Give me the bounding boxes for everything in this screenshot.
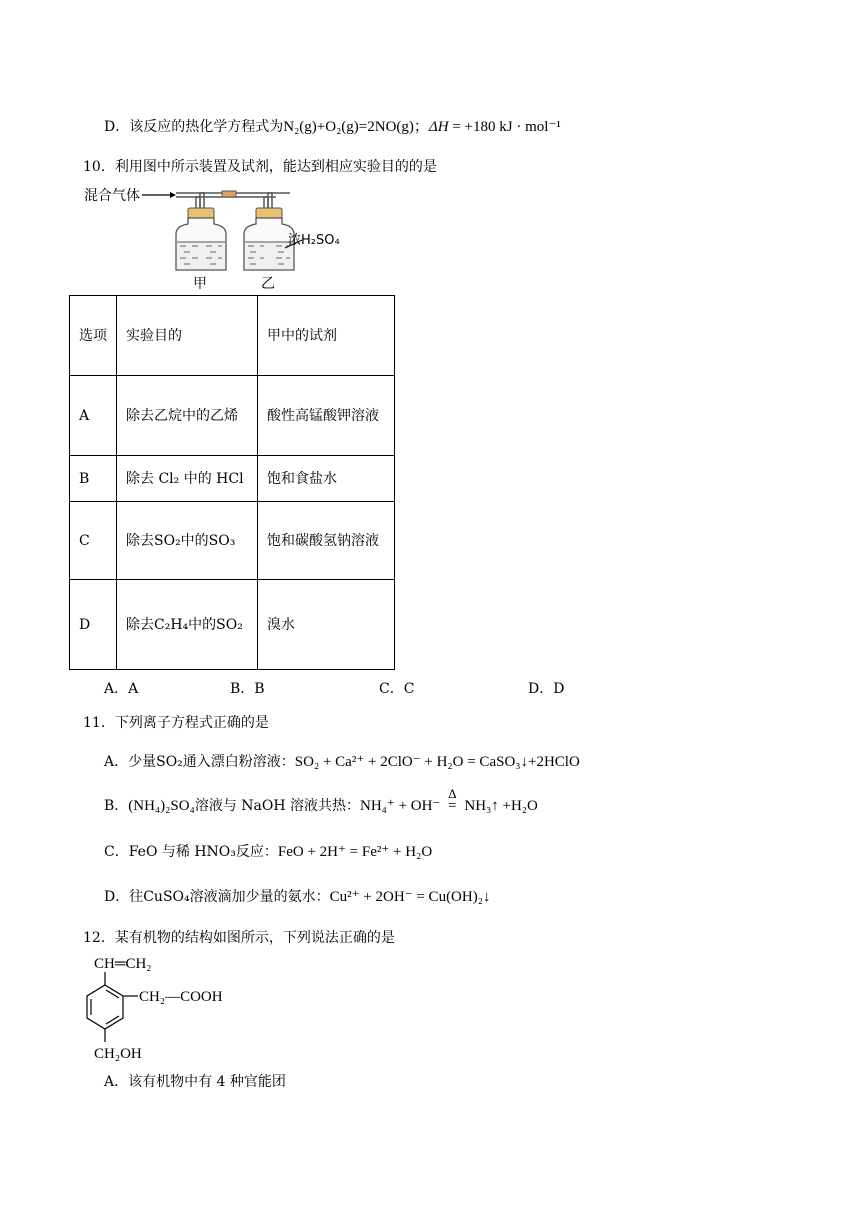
table-row	[70, 580, 395, 670]
q10-arrow-head	[170, 192, 176, 198]
q11-option-c	[104, 842, 432, 862]
q11-a-equation: SO₂ + Ca²⁺ + 2ClO⁻ + H₂O = CaSO₃↓+2HClO	[294, 754, 580, 770]
table-row	[70, 456, 395, 502]
q11-option-a	[104, 752, 580, 772]
row-d-reagent: 溴水	[258, 580, 395, 670]
header-reagent: 甲中的试剂	[258, 296, 395, 376]
header-option: 选项	[70, 296, 117, 376]
q10-bottle-b-label: 乙	[261, 276, 275, 290]
q10-bottle-a-label: 甲	[193, 276, 207, 290]
q10-rubber-link	[222, 191, 236, 197]
row-c-option: C	[70, 502, 117, 580]
q12-side-group: CH₂—COOH	[139, 989, 223, 1005]
q10-stopper-b	[256, 208, 282, 218]
q10-choice-c: C．C	[379, 681, 415, 697]
q11-d-text: D．往CuSO₄溶液滴加少量的氨水：	[104, 889, 330, 905]
q9-d-delta-h-value: = +180 kJ · mol⁻¹	[448, 119, 561, 135]
q11-b-heat-arrow: Δ =	[440, 796, 464, 816]
q10-gas-label: 混合气体	[84, 188, 140, 204]
q12-stem: 12．某有机物的结构如图所示，下列说法正确的是	[83, 930, 395, 946]
q11-option-b	[104, 786, 538, 816]
header-purpose: 实验目的	[117, 296, 258, 376]
q11-b-condition: Δ	[448, 786, 457, 801]
q11-b-eq-right: NH₃↑ +H₂O	[464, 798, 538, 814]
q11-option-d	[104, 887, 490, 907]
row-a-option: A	[70, 376, 117, 456]
q12-option-a: A．该有机物中有 4 种官能团	[104, 1074, 286, 1090]
q11-c-text: C．FeO 与稀 HNO₃反应：	[104, 844, 278, 860]
q11-b-text-1: B．	[104, 798, 129, 814]
q9-option-d	[104, 117, 561, 137]
q12-double-bond-3	[106, 1016, 119, 1024]
q10-choice-b: B．B	[230, 681, 265, 697]
q11-c-equation: FeO + 2H⁺ = Fe²⁺ + H₂O	[277, 844, 433, 860]
q11-a-text: A．少量SO₂通入漂白粉溶液：	[104, 754, 295, 770]
q10-apparatus-figure	[80, 180, 380, 290]
q11-b-eq-left: NH₄⁺ + OH⁻	[360, 798, 441, 814]
table-row	[70, 376, 395, 456]
row-a-reagent: 酸性高锰酸钾溶液	[258, 376, 395, 456]
row-b-option: B	[70, 456, 117, 502]
table-header-row	[70, 296, 395, 376]
q11-b-formula: (NH₄)₂SO₄	[128, 798, 195, 814]
row-d-option: D	[70, 580, 117, 670]
row-b-reagent: 饱和食盐水	[258, 456, 395, 502]
table-row	[70, 502, 395, 580]
q10-choice-a: A．A	[104, 681, 139, 697]
row-c-reagent: 饱和碳酸氢钠溶液	[258, 502, 395, 580]
q12-bottom-group: CH₂OH	[94, 1046, 142, 1062]
q11-stem: 11．下列离子方程式正确的是	[83, 715, 269, 731]
q9-d-equation: N₂(g)+O₂(g)=2NO(g)；	[283, 119, 429, 135]
row-d-purpose: 除去C₂H₄中的SO₂	[117, 580, 258, 670]
q9-d-delta-h: ΔH	[428, 119, 449, 135]
q12-top-group: CH═CH₂	[94, 956, 152, 972]
row-a-purpose: 除去乙烷中的乙烯	[117, 376, 258, 456]
q11-b-text-2: 溶液与 NaOH 溶液共热：	[194, 798, 361, 814]
q12-double-bond-2	[106, 990, 119, 998]
q12-benzene-ring	[87, 985, 123, 1029]
q12-structure-figure	[78, 950, 278, 1065]
q10-reagent-label: 浓H₂SO₄	[288, 233, 340, 248]
row-b-purpose: 除去 Cl₂ 中的 HCl	[117, 456, 258, 502]
row-c-purpose: 除去SO₂中的SO₃	[117, 502, 258, 580]
q11-d-equation: Cu²⁺ + 2OH⁻ = Cu(OH)₂↓	[329, 889, 491, 905]
q10-stopper-a	[188, 208, 214, 218]
q10-stem: 10．利用图中所示装置及试剂，能达到相应实验目的的是	[83, 159, 437, 175]
q9-d-label: D．该反应的热化学方程式为	[104, 119, 284, 135]
q10-choice-d: D．D	[528, 681, 565, 697]
q10-options-table	[69, 295, 395, 670]
